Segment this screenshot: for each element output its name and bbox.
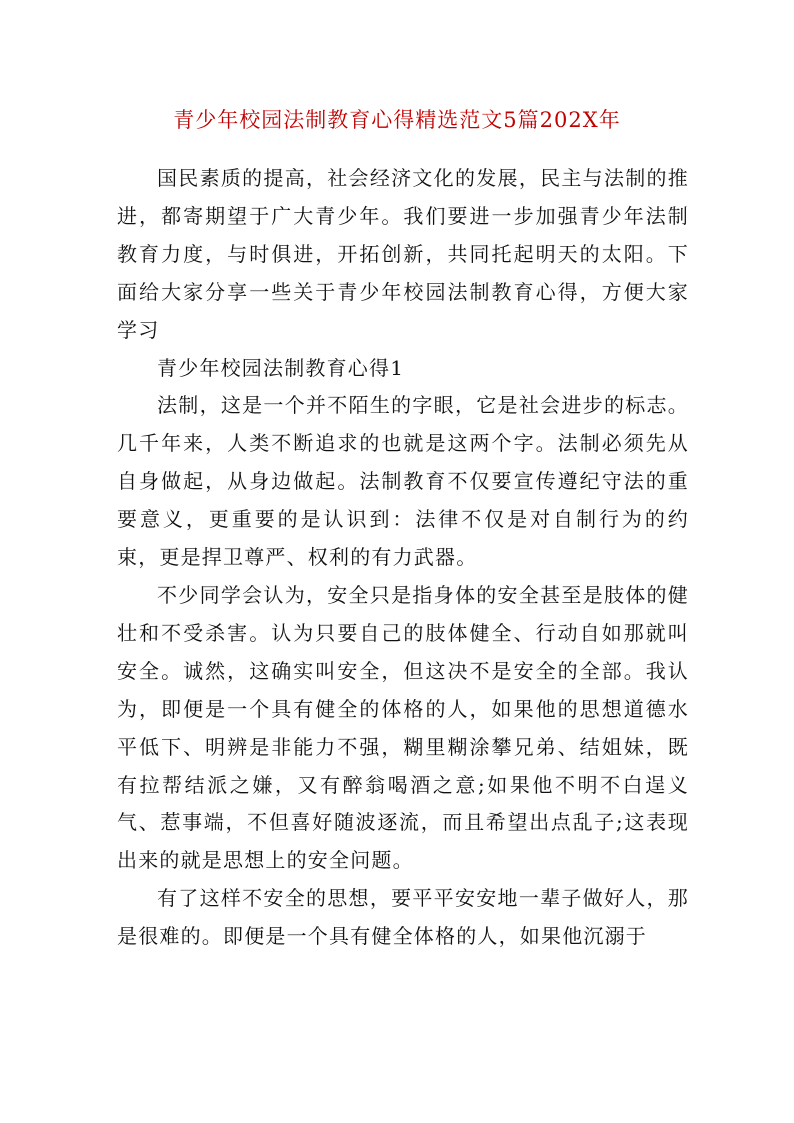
document-body [117,160,689,956]
document-title: 青少年校园法制教育心得精选范文5篇202X年 [173,108,621,132]
section-heading: 青少年校园法制教育心得1 [157,355,405,380]
intro-paragraph: 国民素质的提高，社会经济文化的发展，民主与法制的推进，都寄期望于广大青少年。我们要进一步加强青少年法制教育力度，与时俱进，开拓创新，共同托起明天的太阳。下面给大家分享一些关于青少年校园法制教育心得，方便大家学习 [117,166,689,342]
body-paragraph-1: 法制，这是一个并不陌生的字眼，它是社会进步的标志。几千年来，人类不断追求的也就是这两个字。法制必须先从自身做起，从身边做起。法制教育不仅要宣传遵纪守法的重要意义，更重要的是认识到：法律不仅是对自制行为的约束，更是捍卫尊严、权利的有力武器。 [117,393,689,570]
body-paragraph-2: 不少同学会认为，安全只是指身体的安全甚至是肢体的健壮和不受杀害。认为只要自己的肢体健全、行动自如那就叫安全。诚然，这确实叫安全，但这决不是安全的全部。我认为，即便是一个具有健全的体格的人，如果他的思想道德水平低下、明辨是非能力不强，糊里糊涂攀兄弟、结姐妹，既有拉帮结派之嫌，又有醉翁喝酒之意;如果他不明不白逞义气、惹事端，不但喜好随波逐流，而且希望出点乱子;这表现出来的就是思想上的安全问题。 [117,582,689,873]
body-paragraph-3: 有了这样不安全的思想，要平平安安地一辈子做好人，那是很难的。即便是一个具有健全体格的人，如果他沉溺于 [117,886,689,949]
